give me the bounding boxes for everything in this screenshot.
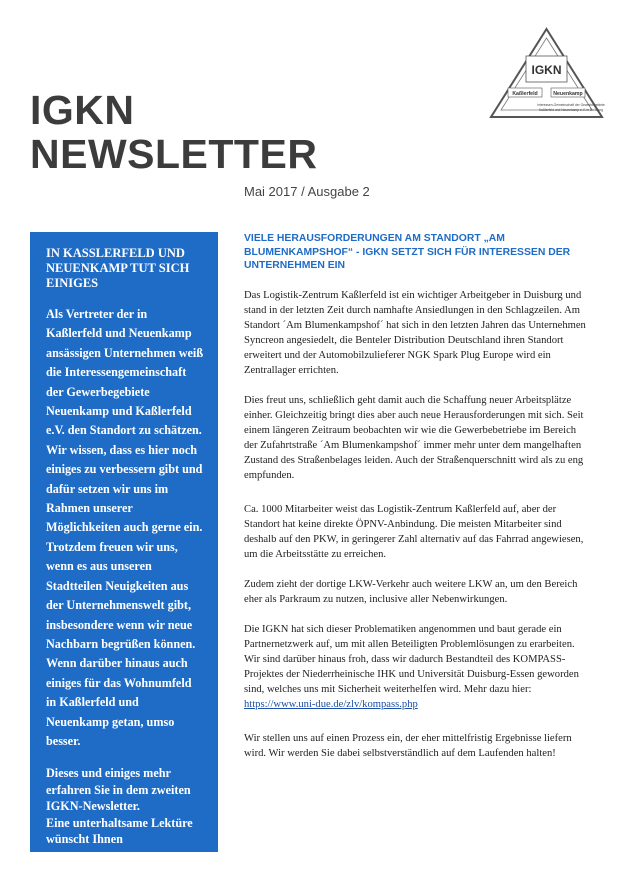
main-article [244,232,592,776]
logo-tagline-1: Interessen-Gemeinschaft der Gewerbegebiete [537,103,605,107]
article-headline: VIELE HERAUSFORDERUNGEN AM STANDORT „AM BLUMENKAMPSHOF“ - IGKN SETZT SICH FÜR INTERESSEN DER UNTERNEHMEN EIN [244,233,571,271]
sidebar-paragraph-1: Als Vertreter der in Kaßlerfeld und Neuenkamp ansässigen Unternehmen weiß die Interessengemeinschaft der Gewerbegebiete Neuenkamp und Kaßlerfeld e.V. den Standort zu schätzen. Wir wissen, dass es hier noch einiges zu verbessern gibt und dafür setzen wir uns im Rahmen unserer Möglichkeiten auch gerne ein. Trotzdem freuen wir uns, wenn es aus unseren Stadtteilen Neuigkeiten aus der Unternehmenswelt gibt, insbesondere wenn wir neue Nachbarn begrüßen können. Wenn darüber hinaus auch einiges für das Wohnumfeld in Kaßlerfeld und Neuenkamp getan, umso besser. [46,307,204,748]
igkn-logo [488,26,605,122]
article-paragraph-1: Das Logistik-Zentrum Kaßlerfeld ist ein wichtiger Arbeitgeber in Duisburg und stand in der letzten Zeit durch namhafte Ansiedlungen in den Schlagzeilen. Am Standort ´Am Blumenkampshof´ hat sich in den letzten Jahren das Unternehmen Syncreon angesiedelt, die Benteler Distribution Deutschland ihren Standort erweitert und der Automobilzulieferer NGK Spark Plug Europe wird ein Zentrallager errichten. [244,289,586,376]
article-paragraph-2: Dies freut uns, schließlich geht damit auch die Schaffung neuer Arbeitsplätze einher. Gleichzeitig bringt dies aber auch neue Herausforderungen mit sich. Seit einem längeren Zeitraum beobachten wir wie die Gewerbebetriebe im Bereich der Zufahrtstraße ´Am Blumenkampshof´ immer mehr unter dem mangelhaften Zustand des Straßenbelages leiden. Auch der Straßenquerschnitt wird als zu eng empfunden. [244,394,584,481]
logo-left-label: Kaßlerfeld [512,91,538,97]
sidebar-paragraph-2b: Eine unterhaltsame Lektüre wünscht Ihnen [46,815,193,847]
article-paragraph-4: Zudem zieht der dortige LKW-Verkehr auch weitere LKW an, um den Bereich eher als Parkraum zu nutzen, inclusive aller Nebenwirkungen. [244,578,578,605]
article-paragraph-6: Wir stellen uns auf einen Prozess ein, der eher mittelfristig Ergebnisse liefern wird. Wir werden Sie dabei selbstverständlich auf dem Laufenden halten! [244,732,572,759]
sidebar-paragraph-2a: Dieses und einiges mehr erfahren Sie in dem zweiten IGKN-Newsletter. [46,766,191,814]
masthead-line-1: IGKN [30,87,135,133]
newsletter-masthead [30,88,317,176]
masthead-line-2: NEWSLETTER [30,131,318,177]
logo-acronym: IGKN [531,63,562,77]
article-paragraph-5 [244,622,592,712]
sidebar-heading: IN KASSLERFELD UND NEUENKAMP TUT SICH EINIGES [46,246,190,290]
article-paragraph-3: Ca. 1000 Mitarbeiter weist das Logistik-Zentrum Kaßlerfeld auf, aber der Standort hat keine direkte ÖPNV-Anbindung. Die meisten Mitarbeiter sind deshalb auf den PKW, in geringerer Zahl alternativ auf das Fahrrad angewiesen, um die Arbeitsstätte zu erreichen. [244,503,584,560]
sidebar-paragraph-2 [46,765,204,848]
article-paragraph-5-text: Die IGKN hat sich dieser Problematiken angenommen und baut gerade ein Partnernetzwerk auf, um mit allen Beteiligten Problemlösungen zu erarbeiten. Wir sind darüber hinaus froh, dass wir dadurch Bestandteil des KOMPASS-Projektes der Niederrheinische IHK und Universität Duisburg-Essen geworden sind, welches uns mit Sicherheit weiterhelfen wird. Mehr dazu hier: [244,623,579,695]
issue-date: Mai 2017 / Ausgabe 2 [244,184,370,199]
kompass-link[interactable]: https://www.uni-due.de/zlv/kompass.php [244,698,418,710]
intro-sidebar [30,232,218,886]
logo-tagline-2: Kaßlerfeld und Neuenkamp e.V. in Duisburg [538,108,604,112]
sidebar-signature: Ihr IGKN-Vorstand [46,871,150,886]
logo-right-label: Neuenkamp [553,91,583,97]
